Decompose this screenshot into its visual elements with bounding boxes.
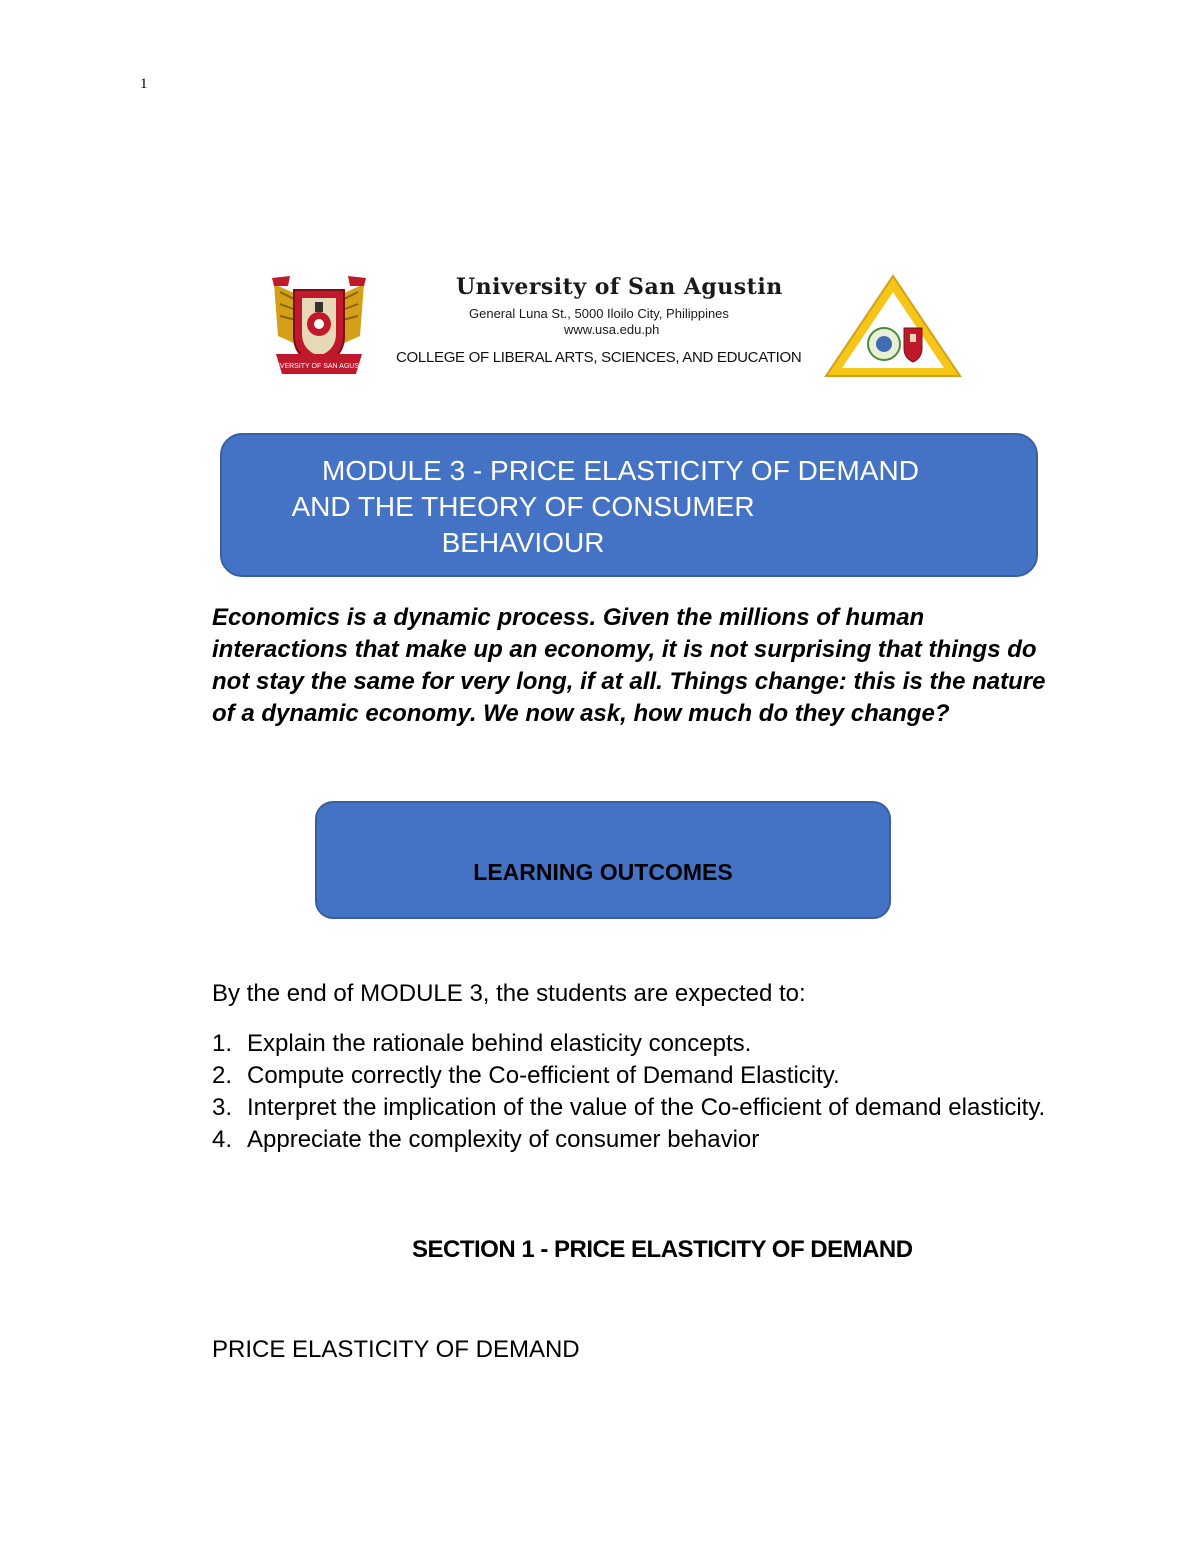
list-item-text: Compute correctly the Co-efficient of Demand Elasticity. — [247, 1062, 840, 1089]
list-item-text: Explain the rationale behind elasticity concepts. — [247, 1030, 752, 1057]
module-title-line1: MODULE 3 - PRICE ELASTICITY OF DEMAND — [322, 455, 919, 486]
module-title-line2: AND THE THEORY OF CONSUMER — [291, 491, 755, 522]
list-item-number: 1. — [212, 1030, 233, 1057]
outcomes-lead: By the end of MODULE 3, the students are expected to: — [212, 980, 806, 1007]
list-item-text: Appreciate the complexity of consumer behavior — [247, 1126, 760, 1153]
list-item — [212, 1092, 1062, 1124]
list-item-number: 2. — [212, 1062, 233, 1089]
list-item-number: 4. — [212, 1126, 233, 1153]
triangle-seals-icon — [822, 272, 964, 378]
page-number: 1 — [140, 76, 148, 92]
learning-outcomes-box — [315, 801, 891, 919]
module-title-line3: BEHAVIOUR — [441, 527, 605, 558]
list-item-text: Interpret the implication of the value of the Co-efficient of demand elasticity. — [247, 1094, 1046, 1121]
college-name: COLLEGE OF LIBERAL ARTS, SCIENCES, AND EDUCATION — [396, 349, 802, 366]
university-name: University of San Agustin — [456, 274, 783, 300]
list-item-number: 3. — [212, 1094, 233, 1121]
section-heading: SECTION 1 - PRICE ELASTICITY OF DEMAND — [412, 1236, 913, 1263]
university-address: General Luna St., 5000 Iloilo City, Philippines — [469, 306, 729, 321]
list-item — [212, 1124, 1062, 1156]
intro-paragraph: Economics is a dynamic process. Given the millions of human interactions that make up an economy, it is not surprising that things do not stay the same for very long, if at all. Things change: this is the nature of a dynamic economy. We now ask, how much do they change? — [212, 604, 1046, 727]
list-item — [212, 1028, 1062, 1060]
module-title-box — [220, 433, 1038, 577]
university-crest-icon — [266, 274, 372, 380]
university-info — [394, 270, 814, 366]
university-website: www.usa.edu.ph — [564, 322, 660, 337]
outcomes-list — [212, 1028, 1062, 1156]
learning-outcomes-title: LEARNING OUTCOMES — [473, 859, 733, 885]
section-subheading: PRICE ELASTICITY OF DEMAND — [212, 1336, 580, 1363]
document-header — [262, 270, 966, 382]
list-item — [212, 1060, 1062, 1092]
crest-banner-text: UNIVERSITY OF SAN AGUSTIN — [267, 363, 371, 370]
